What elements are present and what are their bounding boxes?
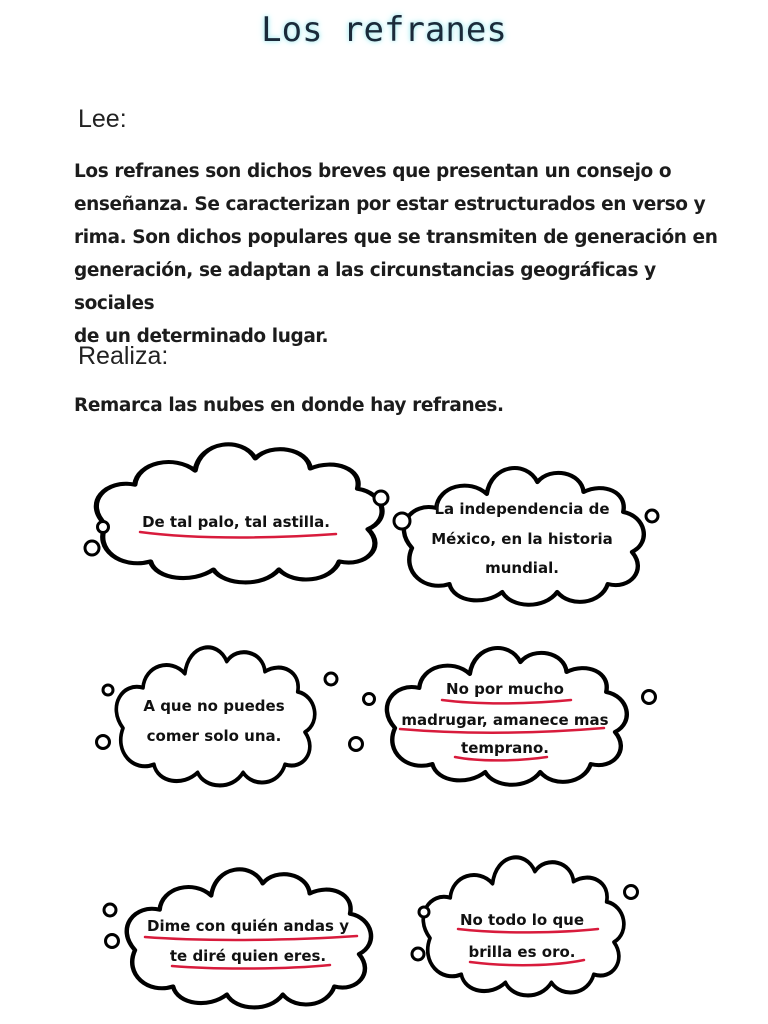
- paragraph-line: enseñanza. Se caracterizan por estar estructurados en verso y: [74, 194, 706, 215]
- cloud-5[interactable]: [104, 869, 371, 1007]
- cloud-1[interactable]: [85, 444, 388, 582]
- cloud-2-line-3: mundial.: [485, 559, 559, 577]
- cloud-4-line-3: temprano.: [461, 739, 549, 757]
- paragraph-line: Los refranes son dichos breves que presentan un consejo o: [74, 161, 672, 182]
- page-title: Los refranes: [261, 10, 507, 50]
- cloud-6-line-1: No todo lo que: [459, 911, 585, 929]
- cloud-3[interactable]: [97, 647, 338, 785]
- cloud-2[interactable]: [394, 468, 658, 605]
- cloud-1-line-1: De tal palo, tal astilla.: [142, 513, 330, 531]
- paragraph-line: generación, se adaptan a las circunstancias geográficas y sociales: [74, 260, 656, 314]
- cloud-5-line-2: te diré quien eres.: [169, 947, 327, 965]
- cloud-5-line-1: Dime con quién andas y: [147, 917, 349, 935]
- cloud-6-line-2: brilla es oro.: [468, 943, 576, 961]
- section-label-read: Lee:: [78, 105, 127, 133]
- instruction-text: Remarca las nubes en donde hay refranes.: [74, 395, 504, 416]
- cloud-2-line-1: La independencia de: [434, 500, 610, 518]
- cloud-4[interactable]: [350, 648, 656, 785]
- cloud-2-line-2: México, en la historia: [431, 530, 613, 548]
- cloud-4-line-1: No por mucho: [446, 680, 564, 698]
- cloud-6[interactable]: [412, 857, 638, 995]
- cloud-3-line-2: comer solo una.: [146, 727, 282, 745]
- section-label-do: Realiza:: [78, 342, 169, 370]
- paragraph-line: de un determinado lugar.: [74, 326, 329, 347]
- cloud-4-line-2: madrugar, amanece mas: [401, 711, 609, 729]
- paragraph-line: rima. Son dichos populares que se transmiten de generación en: [74, 227, 718, 248]
- cloud-3-line-1: A que no puedes: [143, 697, 285, 715]
